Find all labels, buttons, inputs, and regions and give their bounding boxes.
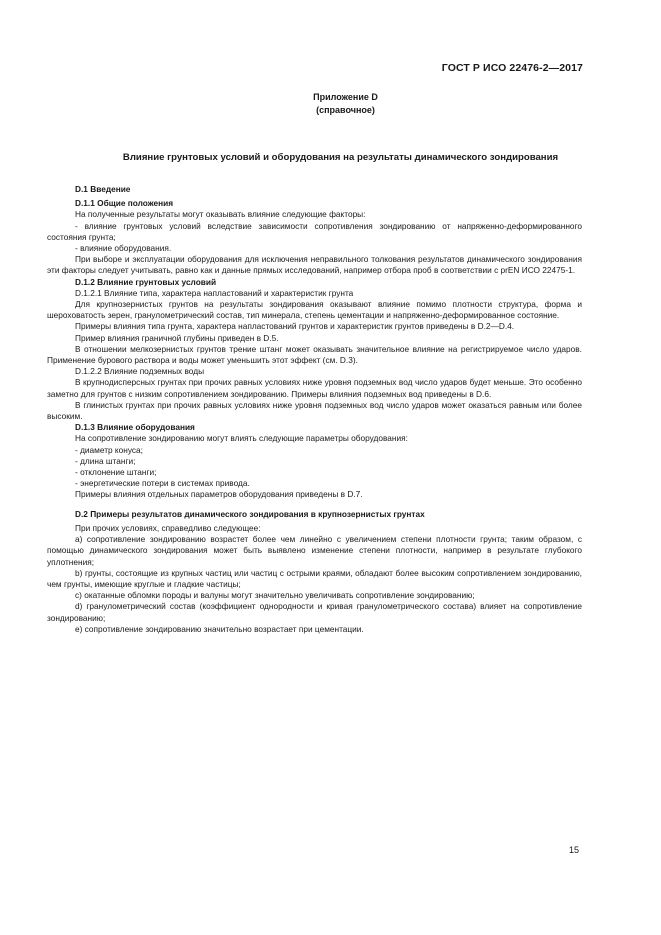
paragraph: Примеры влияния отдельных параметров оборудования приведены в D.7. bbox=[75, 489, 363, 500]
list-item: e) сопротивление зондированию значительно возрастает при цементации. bbox=[75, 623, 364, 634]
standard-header: ГОСТ Р ИСО 22476-2—2017 bbox=[441, 62, 583, 74]
paragraph: В глинистых грунтах при прочих равных условиях ниже уровня подземных вод число ударов может оказаться равным или более высоким. bbox=[47, 399, 582, 422]
section-heading-d13: D.1.3 Влияние оборудования bbox=[75, 422, 195, 433]
paragraph: При прочих условиях, справедливо следующее: bbox=[75, 522, 261, 533]
paragraph: При выборе и эксплуатации оборудования для исключения неправильного толкования результатов динамического зондирования эти факторы следует учитывать, равно как и данные прямых исследований, например отбора проб в соответствии с prEN ИСО 22475-1. bbox=[47, 254, 582, 276]
subsection-heading-d121: D.1.2.1 Влияние типа, характера напластований и характеристик грунта bbox=[75, 287, 354, 298]
page-number: 15 bbox=[568, 845, 579, 855]
list-item: - длина штанги; bbox=[75, 455, 136, 466]
list-item: c) окатанные обломки породы и валуны могут значительно увеличивать сопротивление зондированию; bbox=[75, 590, 475, 601]
paragraph: На сопротивление зондированию могут влиять следующие параметры оборудования: bbox=[75, 433, 408, 444]
list-item: - влияние грунтовых условий вследствие зависимости сопротивления зондированию от напряженно-деформированного состояния грунта; bbox=[47, 220, 582, 242]
list-item: b) грунты, состоящие из крупных частиц или частиц с острыми краями, обладают более высоким сопротивлением зондированию, чем грунты, имеющие круглые и гладкие частицы; bbox=[47, 567, 582, 589]
section-heading-d12: D.1.2 Влияние грунтовых условий bbox=[75, 276, 217, 287]
annex-title: Приложение D bbox=[313, 92, 378, 102]
paragraph: Для крупнозернистых грунтов на результаты зондирования оказывают влияние помимо плотности структура, форма и шероховатость зерен, гранулометрический состав, тип минерала, степень цементации и напряженно-деформированное состояние. bbox=[47, 299, 582, 321]
annex-heading bbox=[0, 91, 661, 117]
list-item: d) гранулометрический состав (коэффициент однородности и кривая гранулометрического состава) влияет на сопротивление зондированию; bbox=[47, 601, 582, 623]
list-item: - диаметр конуса; bbox=[75, 444, 143, 455]
paragraph: На полученные результаты могут оказывать влияние следующие факторы: bbox=[75, 209, 366, 220]
list-item: - отклонение штанги; bbox=[75, 467, 157, 478]
list-item: - энергетические потери в системах привода. bbox=[75, 478, 250, 489]
paragraph: В отношении мелкозернистых грунтов трение штанг может оказывать значительное влияние на регистрируемое число ударов. Применение бурового раствора и воды может уменьшить этот эффект (см. D.3). bbox=[47, 343, 582, 366]
subsection-heading-d122: D.1.2.2 Влияние подземных воды bbox=[75, 366, 205, 377]
document-body bbox=[47, 184, 582, 635]
section-heading-d1: D.1 Введение bbox=[75, 184, 131, 194]
section-heading-d2: D.2 Примеры результатов динамического зондирования в крупнозернистых грунтах bbox=[75, 508, 425, 519]
paragraph: Примеры влияния типа грунта, характера напластований грунтов и характеристик грунтов приведены в D.2—D.4. bbox=[75, 321, 515, 332]
list-item: - влияние оборудования. bbox=[75, 243, 172, 254]
section-heading-d11: D.1.1 Общие положения bbox=[75, 198, 174, 209]
annex-subtitle: (справочное) bbox=[316, 105, 375, 115]
main-title: Влияние грунтовых условий и оборудования на результаты динамического зондирования bbox=[122, 152, 559, 163]
list-item: a) сопротивление зондированию возрастет более чем линейно с увеличением степени плотности грунта; таким образом, с помощью динамического зондирования может быть выявлено изменение степени плотности, например в результате глубокого уплотнения; bbox=[47, 534, 582, 567]
paragraph: Пример влияния граничной глубины приведен в D.5. bbox=[75, 332, 279, 343]
paragraph: В крупнодисперсных грунтах при прочих равных условиях ниже уровня подземных вод число ударов будет меньше. Это особенно заметно для грунтов с низким сопротивлением зондированию. Примеры влияния подземных вод приведены в D.6. bbox=[47, 377, 582, 399]
